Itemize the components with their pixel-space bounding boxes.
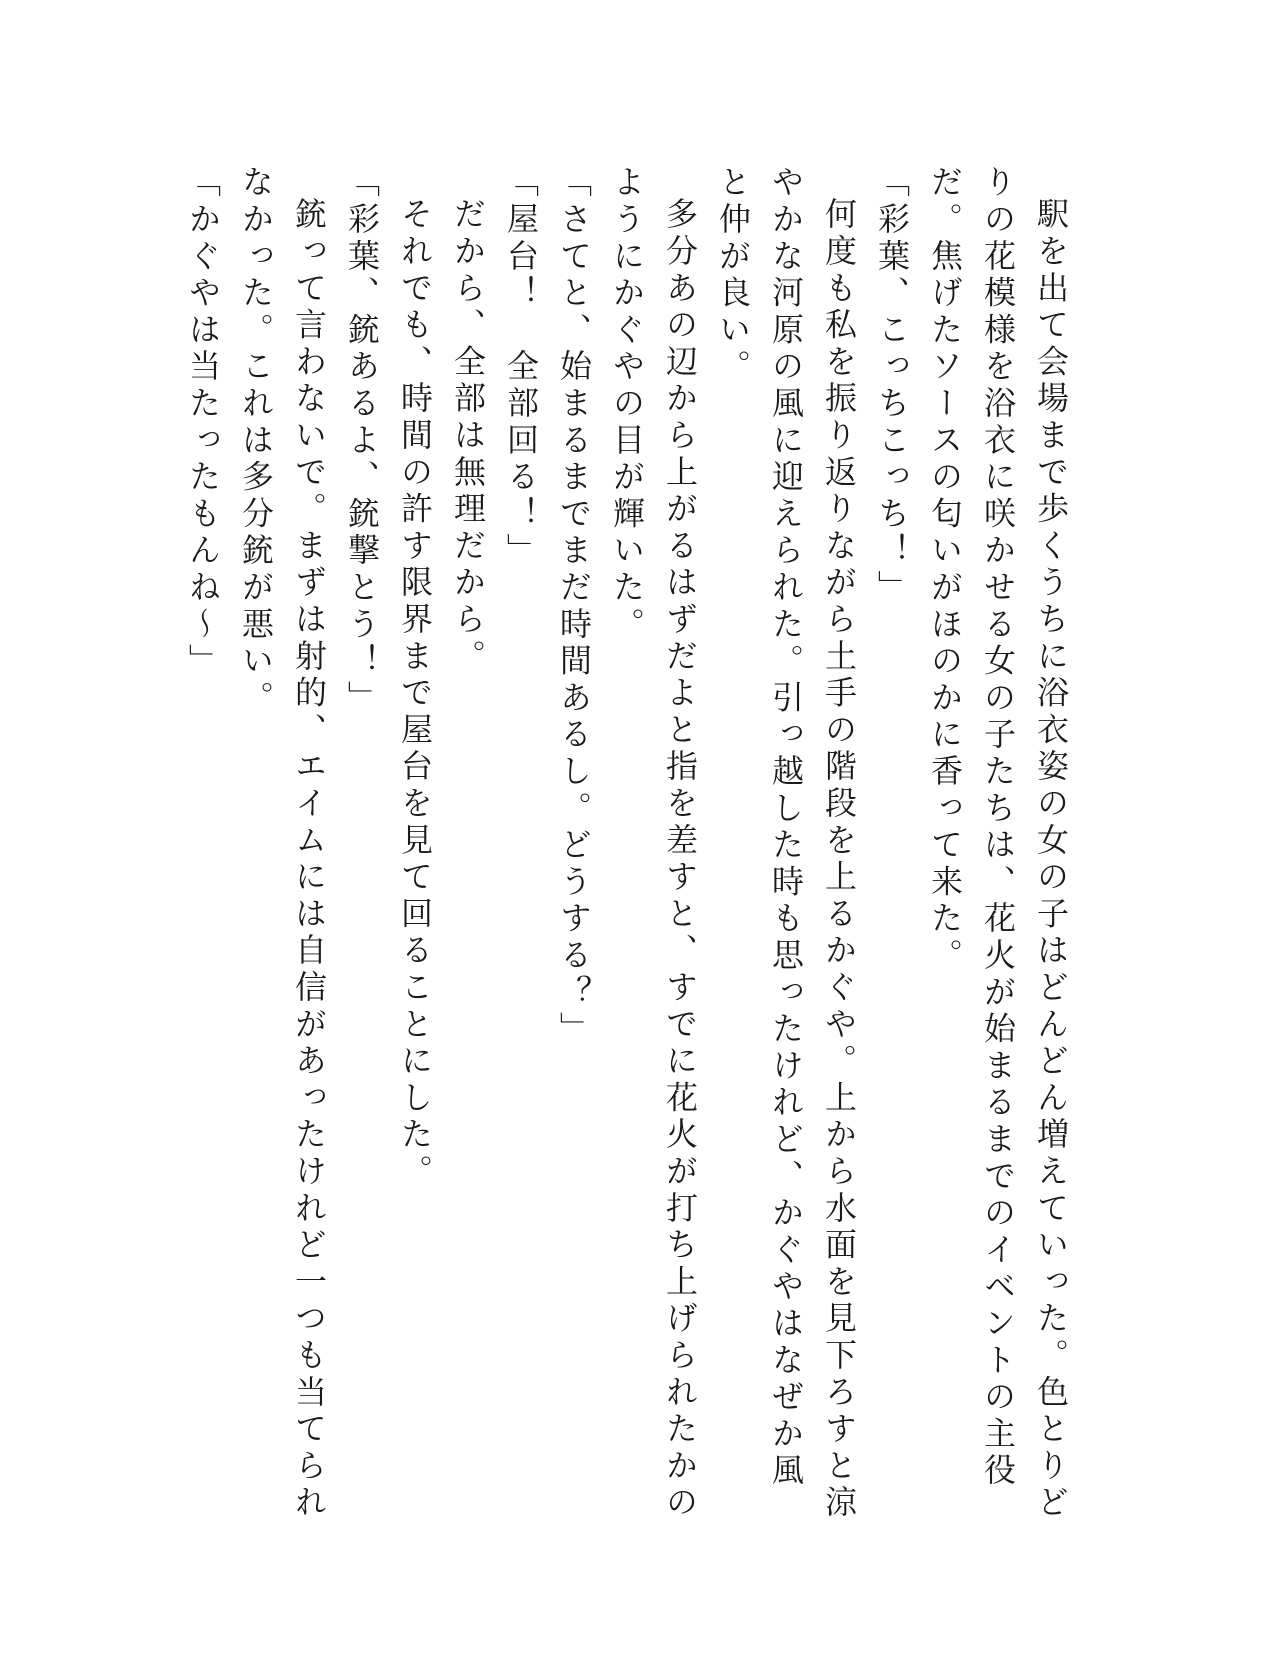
paragraph-8: それでも、時間の許す限界まで屋台を見て回ることにした。 (396, 197, 434, 1191)
paragraph-2: 「彩葉、こっちこっち！」 (873, 165, 911, 607)
paragraph-10: 銃って言わないで。まずは射的、エイムには自信があったけれど一つも当てられなかった。これは多分銃が悪い。 (237, 165, 328, 1522)
paragraph-5: 「さてと、始まるまでまだ時間あるし。どうする？」 (555, 165, 593, 1049)
paragraph-4: 多分あの辺から上がるはずだよと指を差すと、すでに花火が打ち上げられたかのようにかぐやの目が輝いた。 (608, 165, 699, 1522)
paragraph-1: 駅を出て会場まで歩くうちに浴衣姿の女の子はどんどん増えていった。色とりどりの花模様を浴衣に咲かせる女の子たちは、花火が始まるまでのイベントの主役だ。焦げたソースの匂いがほのかに香って来た。 (926, 165, 1070, 1522)
vertical-text-body (176, 165, 1077, 1525)
paragraph-3: 何度も私を振り返りながら土手の階段を上るかぐや。上から水面を見下ろすと涼やかな河原の風に迎えられた。引っ越した時も思ったけれど、かぐやはなぜか風と仲が良い。 (714, 165, 858, 1522)
paragraph-11: 「かぐやは当たったもんね～」 (184, 165, 222, 681)
paragraph-6: 「屋台！ 全部回る！」 (502, 165, 540, 570)
paragraph-9: 「彩葉、銃あるよ、銃撃とう！」 (343, 165, 381, 717)
paragraph-7: だから、全部は無理だから。 (449, 197, 487, 676)
